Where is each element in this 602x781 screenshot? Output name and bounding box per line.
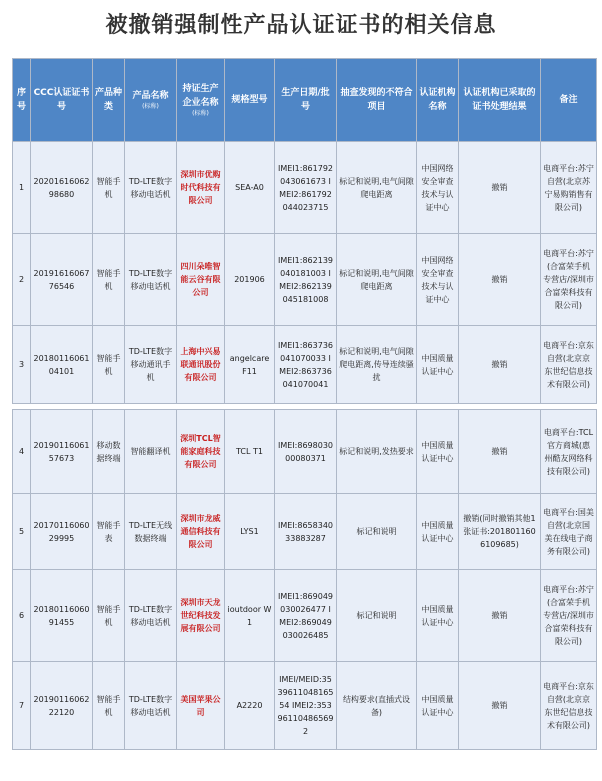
cell-model: SEA-A0: [225, 142, 275, 234]
cell-agency: 中国质量认证中心: [417, 494, 459, 570]
cell-note: 电商平台:苏宁自营(北京苏宁易购销售有限公司): [541, 142, 597, 234]
cell-result: 撤销(同时撤销其他1张证书:2018011606109685): [459, 494, 541, 570]
cell-no: 1: [13, 142, 31, 234]
cell-model: ioutdoor W1: [225, 570, 275, 662]
cell-no: 2: [13, 234, 31, 326]
header-issue: 抽查发现的不符合项目: [337, 59, 417, 142]
table-row: [13, 662, 597, 750]
cell-company: 深圳市天龙世纪科技发展有限公司: [177, 570, 225, 662]
cell-batch: IMEI1:869049030026477 IMEI2:869049030026485: [275, 570, 337, 662]
cell-product: 智能翻译机: [125, 410, 177, 494]
cell-issue: 标记和说明,电气间隙爬电距离,传导连续骚扰: [337, 326, 417, 404]
cell-company: 美国苹果公司: [177, 662, 225, 750]
table-row: [13, 410, 597, 494]
cell-issue: 结构要求(直插式设备): [337, 662, 417, 750]
revoked-certificates-table: [12, 58, 597, 750]
header-cert: CCC认证证书号: [31, 59, 93, 142]
cell-batch: IMEI:869803000080371: [275, 410, 337, 494]
cell-result: 撤销: [459, 326, 541, 404]
cell-cert: 2019161606776546: [31, 234, 93, 326]
cell-batch: IMEI1:862139040181003 IMEI2:862139045181008: [275, 234, 337, 326]
cell-agency: 中国网络安全审查技术与认证中心: [417, 142, 459, 234]
cell-batch: IMEI1:861792043061673 IMEI2:861792044023715: [275, 142, 337, 234]
cell-product: TD-LTE数字移动通讯手机: [125, 326, 177, 404]
table-row: [13, 234, 597, 326]
cell-result: 撤销: [459, 410, 541, 494]
cell-result: 撤销: [459, 142, 541, 234]
header-note: 备注: [541, 59, 597, 142]
cell-company: 四川朵唯智能云谷有限公司: [177, 234, 225, 326]
header-batch: 生产日期/批号: [275, 59, 337, 142]
table-row: [13, 326, 597, 404]
cell-category: 智能手机: [93, 326, 125, 404]
cell-cert: 2018011606091455: [31, 570, 93, 662]
cell-agency: 中国质量认证中心: [417, 570, 459, 662]
cell-issue: 标记和说明,电气间隙爬电距离: [337, 234, 417, 326]
cell-category: 智能手机: [93, 234, 125, 326]
cell-model: TCL T1: [225, 410, 275, 494]
cell-result: 撤销: [459, 570, 541, 662]
cell-issue: 标记和说明,发热要求: [337, 410, 417, 494]
header-model: 规格型号: [225, 59, 275, 142]
cell-company: 深圳市优购时代科技有限公司: [177, 142, 225, 234]
cell-cert: 2018011606104101: [31, 326, 93, 404]
cell-model: angelcare F11: [225, 326, 275, 404]
cell-agency: 中国网络安全审查技术与认证中心: [417, 234, 459, 326]
header-row: [13, 59, 597, 142]
cell-category: 智能手机: [93, 662, 125, 750]
cell-no: 5: [13, 494, 31, 570]
cell-note: 电商平台:苏宁(合富荣手机专营店/深圳市合富荣科技有限公司): [541, 234, 597, 326]
cell-category: 智能手机: [93, 570, 125, 662]
cell-agency: 中国质量认证中心: [417, 410, 459, 494]
cell-model: 201906: [225, 234, 275, 326]
cell-note: 电商平台:苏宁(合富荣手机专营店/深圳市合富荣科技有限公司): [541, 570, 597, 662]
table-row: [13, 142, 597, 234]
cell-no: 3: [13, 326, 31, 404]
cell-company: 深圳市龙威通信科技有限公司: [177, 494, 225, 570]
cell-note: 电商平台:国美自营(北京国美在线电子商务有限公司): [541, 494, 597, 570]
cell-result: 撤销: [459, 234, 541, 326]
cell-issue: 标记和说明: [337, 570, 417, 662]
cell-agency: 中国质量认证中心: [417, 326, 459, 404]
header-no: 序号: [13, 59, 31, 142]
cell-no: 7: [13, 662, 31, 750]
cell-cert: 2020161606298680: [31, 142, 93, 234]
cell-product: TD-LTE数字移动电话机: [125, 570, 177, 662]
cell-no: 6: [13, 570, 31, 662]
cell-batch: IMEI1:863736041070033 IMEI2:863736041070041: [275, 326, 337, 404]
table-row: [13, 494, 597, 570]
cell-agency: 中国质量认证中心: [417, 662, 459, 750]
table-row: [13, 570, 597, 662]
cell-batch: IMEI:865834033883287: [275, 494, 337, 570]
cell-batch: IMEI/MEID:353961104816554 IMEI2:353961104865692: [275, 662, 337, 750]
cell-category: 移动数据终端: [93, 410, 125, 494]
header-company: 持证生产企业名称 (标称): [177, 59, 225, 142]
cell-product: TD-LTE数字移动电话机: [125, 234, 177, 326]
header-product: 产品名称 (标称): [125, 59, 177, 142]
cell-category: 智能手机: [93, 142, 125, 234]
cell-issue: 标记和说明: [337, 494, 417, 570]
header-result: 认证机构已采取的证书处理结果: [459, 59, 541, 142]
page-title: 被撤销强制性产品认证证书的相关信息: [105, 13, 497, 38]
cell-model: LYS1: [225, 494, 275, 570]
cell-product: TD-LTE数字移动电话机: [125, 662, 177, 750]
cell-product: TD-LTE数字移动电话机: [125, 142, 177, 234]
cell-category: 智能手表: [93, 494, 125, 570]
header-category: 产品种类: [93, 59, 125, 142]
cell-company: 深圳TCL智能家庭科技有限公司: [177, 410, 225, 494]
cell-note: 电商平台:京东自营(北京京东世纪信息技术有限公司): [541, 662, 597, 750]
cell-cert: 2019011606222120: [31, 662, 93, 750]
cell-note: 电商平台:京东自营(北京京东世纪信息技术有限公司): [541, 326, 597, 404]
header-agency: 认证机构名称: [417, 59, 459, 142]
cell-no: 4: [13, 410, 31, 494]
cell-company: 上海中兴易联通讯股份有限公司: [177, 326, 225, 404]
cell-model: A2220: [225, 662, 275, 750]
cell-cert: 2019011606157673: [31, 410, 93, 494]
cell-note: 电商平台:TCL官方商城(惠州酷友网络科技有限公司): [541, 410, 597, 494]
cell-result: 撤销: [459, 662, 541, 750]
cell-cert: 2017011606029995: [31, 494, 93, 570]
cell-product: TD-LTE无线数据终端: [125, 494, 177, 570]
cell-issue: 标记和说明,电气间隙爬电距离: [337, 142, 417, 234]
